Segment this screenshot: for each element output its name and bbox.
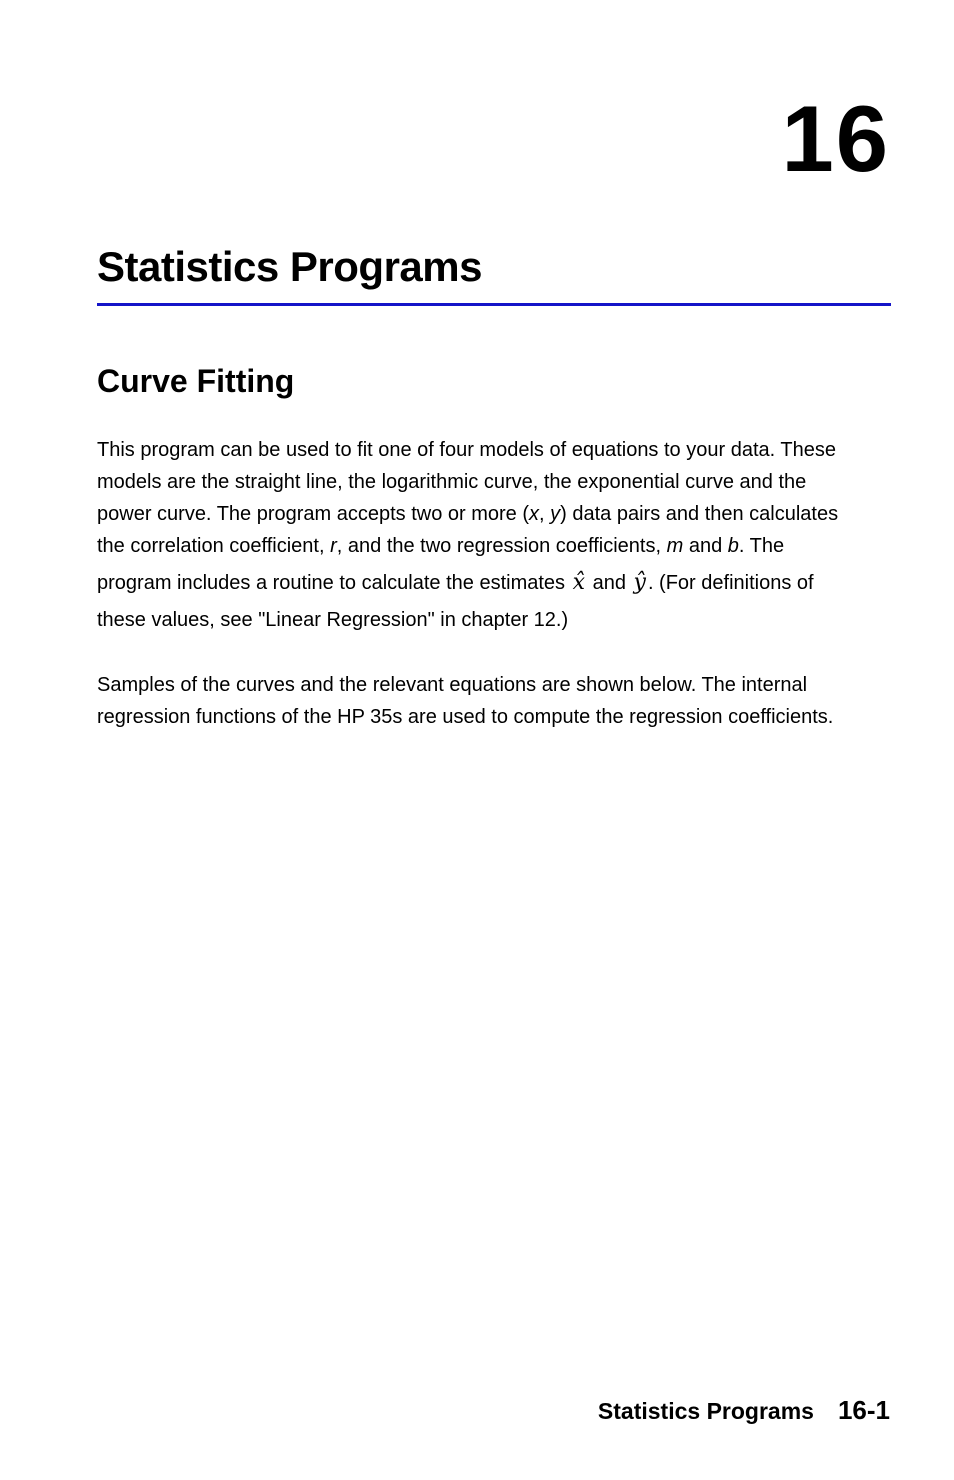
page-footer — [598, 1395, 890, 1426]
text-run: and — [683, 535, 728, 557]
paragraph-line: models are the straight line, the logarithmic curve, the exponential curve and the — [97, 471, 807, 493]
variable-y: y — [550, 503, 561, 525]
text-run: , and the two regression coefficients, — [336, 535, 667, 557]
chapter-number: 16 — [781, 86, 890, 191]
paragraph-line — [97, 562, 893, 604]
paragraph-line — [97, 498, 893, 530]
text-run: power curve. The program accepts two or more ( — [97, 503, 530, 525]
title-rule — [97, 303, 891, 306]
paragraph-line — [97, 530, 893, 562]
text-run: the correlation coefficient, — [97, 535, 331, 557]
variable-x: x — [529, 503, 540, 525]
page-number: 16-1 — [837, 1395, 890, 1425]
text-run: ) data pairs and then calculates — [560, 503, 839, 525]
samples-paragraph — [97, 669, 893, 733]
paragraph-line: these values, see "Linear Regression" in chapter 12.) — [97, 609, 569, 631]
variable-m: m — [666, 535, 684, 557]
text-run: . (For definitions of — [647, 572, 814, 594]
text-run: . The — [738, 535, 785, 557]
chapter-title: Statistics Programs — [97, 243, 482, 290]
section-title: Curve Fitting — [97, 363, 295, 399]
variable-r: r — [330, 535, 337, 557]
text-run: , — [539, 503, 551, 525]
text-run: program includes a routine to calculate the estimates — [97, 572, 571, 594]
y-hat-symbol: ŷ — [633, 570, 646, 595]
paragraph-line: regression functions of the HP 35s are used to compute the regression coefficients. — [97, 706, 834, 728]
x-hat-symbol: x̂ — [572, 570, 586, 595]
paragraph-line: This program can be used to fit one of four models of equations to your data. These — [97, 439, 836, 461]
footer-title: Statistics Programs — [597, 1398, 814, 1424]
text-run: and — [587, 572, 632, 594]
paragraph-line: Samples of the curves and the relevant equations are shown below. The internal — [97, 674, 808, 696]
intro-paragraph — [97, 434, 893, 636]
variable-b: b — [727, 535, 739, 557]
